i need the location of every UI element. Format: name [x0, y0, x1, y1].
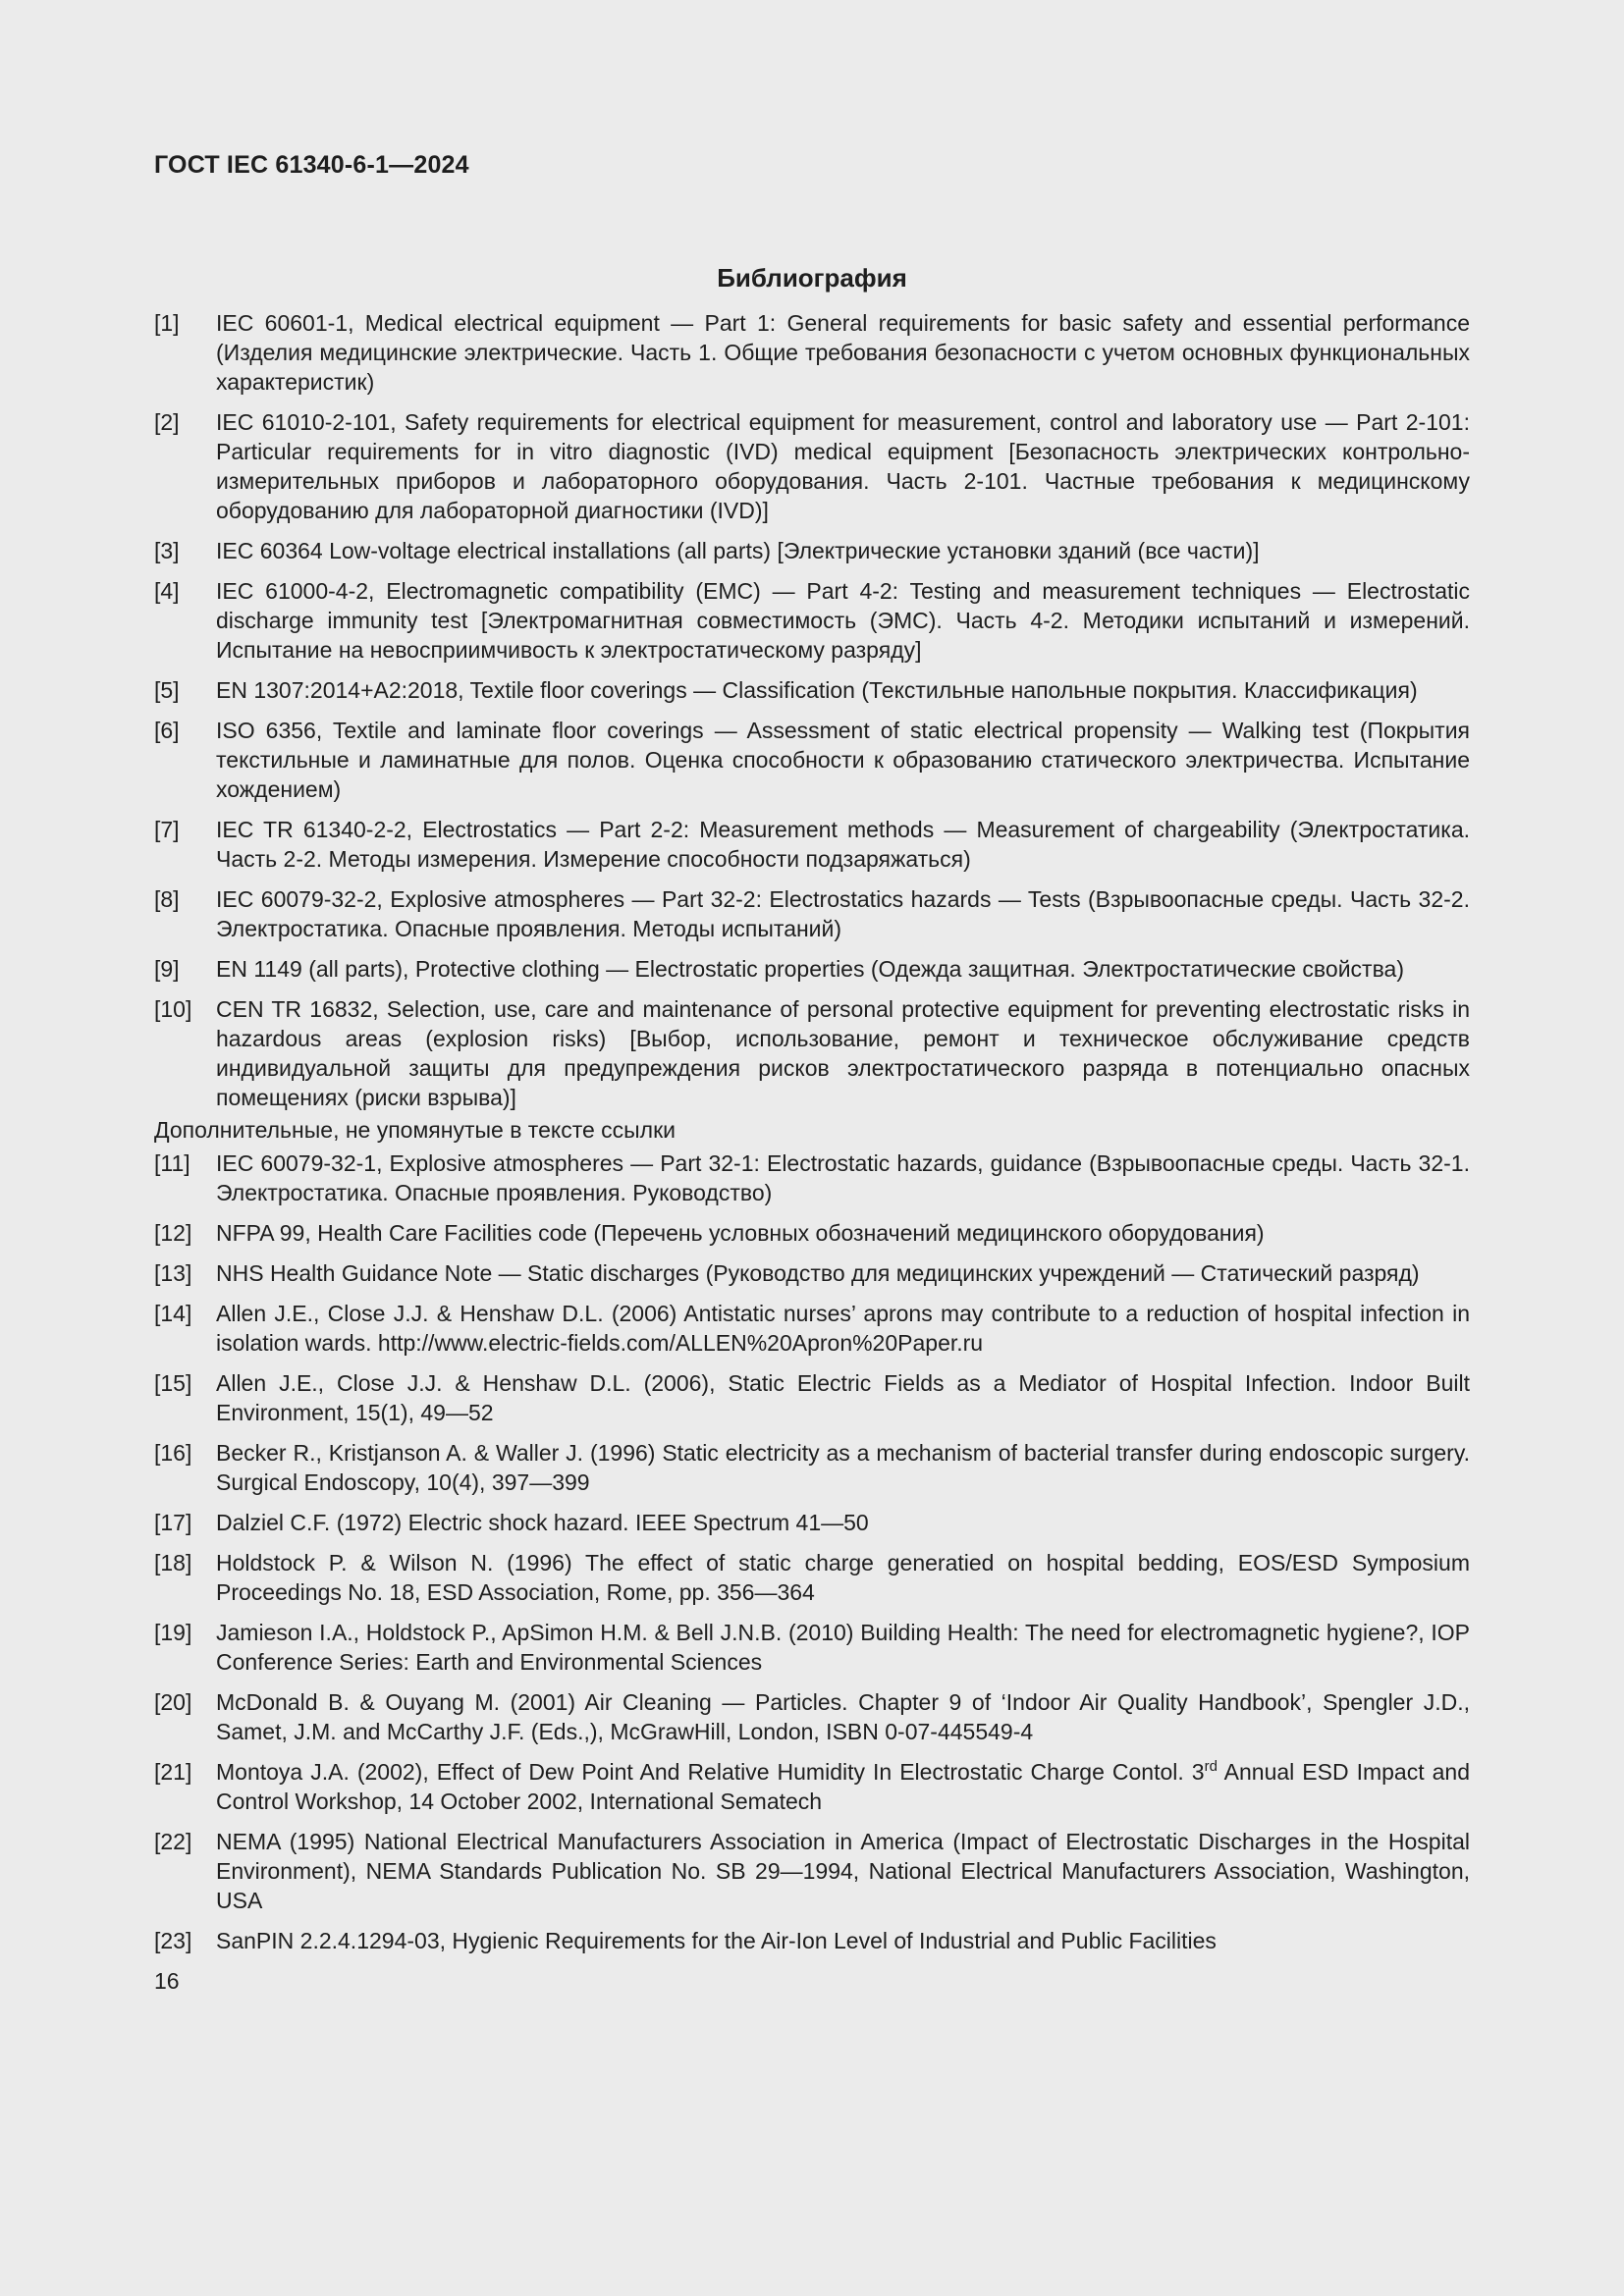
entry-number: [17] — [154, 1510, 192, 1535]
entry-text: IEC 60601-1, Medical electrical equipment — Part 1: General requirements for basic safety and essential performance (Изделия медицинские электрические. Часть 1. Общие требования безопасности с учетом основных функциональных характеристик) — [216, 310, 1470, 395]
entry-text: NHS Health Guidance Note — Static discharges (Руководство для медицинских учреждений — Статический разряд) — [216, 1260, 1420, 1286]
bibliography-entry — [154, 576, 1470, 665]
entry-number: [2] — [154, 409, 180, 435]
entry-number: [22] — [154, 1829, 192, 1854]
section-title: Библиография — [717, 263, 907, 293]
entry-text-part: Annual ESD Impact and Control Workshop, 14 October 2002, International Sematech — [216, 1759, 1470, 1814]
bibliography-entry — [154, 1368, 1470, 1427]
entry-text-part: Montoya J.A. (2002), Effect of Dew Point And Relative Humidity In Electrostatic Charge Contol. 3 — [216, 1759, 1205, 1785]
entry-text: SanPIN 2.2.4.1294-03, Hygienic Requirements for the Air-Ion Level of Industrial and Public Facilities — [216, 1928, 1217, 1953]
additional-references-note: Дополнительные, не упомянутые в тексте ссылки — [154, 1117, 677, 1143]
entry-number: [20] — [154, 1689, 192, 1715]
entry-text: ISO 6356, Textile and laminate floor coverings — Assessment of static electrical propensity — Walking test (Покрытия текстильные и ламинатные для полов. Оценка способности к образованию статического электричества. Испытание хождением) — [216, 718, 1470, 802]
bibliography-entry — [154, 716, 1470, 804]
entry-text: IEC 60364 Low-voltage electrical installations (all parts) [Электрические установки зданий (все части)] — [216, 538, 1260, 563]
bibliography-entry — [154, 815, 1470, 874]
page-number: 16 — [154, 1968, 180, 1994]
entry-text: Allen J.E., Close J.J. & Henshaw D.L. (2006), Static Electric Fields as a Mediator of Hospital Infection. Indoor Built Environment, 15(1), 49—52 — [216, 1370, 1470, 1425]
additional-bibliography-list — [154, 1148, 1470, 1955]
entry-text: IEC 60079-32-1, Explosive atmospheres — Part 32-1: Electrostatic hazards, guidance (Взрывоопасные среды. Часть 32-1. Электростатика. Опасные проявления. Руководство) — [216, 1150, 1470, 1205]
bibliography-entry — [154, 1218, 1470, 1248]
bibliography-entry — [154, 675, 1470, 705]
entry-text — [216, 1757, 1470, 1816]
bibliography-entry — [154, 308, 1470, 397]
entry-number: [8] — [154, 886, 180, 912]
entry-number: [21] — [154, 1759, 192, 1785]
entry-number: [10] — [154, 996, 192, 1022]
entry-text: EN 1149 (all parts), Protective clothing — Electrostatic properties (Одежда защитная. Электростатические свойства) — [216, 956, 1404, 982]
bibliography-list — [154, 308, 1470, 1112]
ordinal-superscript: rd — [1204, 1758, 1218, 1775]
bibliography-entry — [154, 1299, 1470, 1358]
bibliography-entry — [154, 994, 1470, 1112]
entry-number: [3] — [154, 538, 180, 563]
entry-text: IEC TR 61340-2-2, Electrostatics — Part 2-2: Measurement methods — Measurement of chargeability (Электростатика. Часть 2-2. Методы измерения. Измерение способности подзаряжаться) — [216, 817, 1470, 872]
entry-number: [1] — [154, 310, 180, 336]
entry-number: [7] — [154, 817, 180, 842]
entry-number: [18] — [154, 1550, 192, 1575]
bibliography-entry — [154, 536, 1470, 565]
entry-text: IEC 61000-4-2, Electromagnetic compatibility (EMC) — Part 4-2: Testing and measurement techniques — Electrostatic discharge immunity test [Электромагнитная совместимость (ЭМС). Часть 4-2. Методики испытаний и измерений. Испытание на невосприимчивость к электростатическому разряду] — [216, 578, 1470, 663]
bibliography-entry — [154, 1148, 1470, 1207]
entry-number: [11] — [154, 1150, 190, 1176]
entry-number: [5] — [154, 677, 180, 703]
bibliography-entry — [154, 1258, 1470, 1288]
entry-number: [19] — [154, 1620, 192, 1645]
entry-text: NEMA (1995) National Electrical Manufacturers Association in America (Impact of Electrostatic Discharges in the Hospital Environment), NEMA Standards Publication No. SB 29—1994, National Electrical Manufacturers Association, Washington, USA — [216, 1829, 1470, 1913]
bibliography-entry — [154, 407, 1470, 525]
entry-text: IEC 61010-2-101, Safety requirements for electrical equipment for measurement, control and laboratory use — Part 2-101: Particular requirements for in vitro diagnostic (IVD) medical equipment [Безопасность электрических контрольно-измерительных приборов и лабораторного оборудования. Часть 2-101. Частные требования к медицинскому оборудованию для лабораторной диагностики (IVD)] — [216, 409, 1470, 523]
entry-text: EN 1307:2014+A2:2018, Textile floor coverings — Classification (Текстильные напольные покрытия. Классификация) — [216, 677, 1418, 703]
bibliography-entry — [154, 1757, 1470, 1816]
entry-number: [12] — [154, 1220, 192, 1246]
entry-number: [14] — [154, 1301, 192, 1326]
entry-number: [15] — [154, 1370, 192, 1396]
bibliography-entry — [154, 884, 1470, 943]
entry-text: Holdstock P. & Wilson N. (1996) The effect of static charge generatied on hospital bedding, EOS/ESD Symposium Proceedings No. 18, ESD Association, Rome, pp. 356—364 — [216, 1550, 1470, 1605]
entry-text: Dalziel C.F. (1972) Electric shock hazard. IEEE Spectrum 41—50 — [216, 1510, 869, 1535]
entry-text: IEC 60079-32-2, Explosive atmospheres — Part 32-2: Electrostatics hazards — Tests (Взрывоопасные среды. Часть 32-2. Электростатика. Опасные проявления. Методы испытаний) — [216, 886, 1470, 941]
entry-text: Allen J.E., Close J.J. & Henshaw D.L. (2006) Antistatic nurses’ aprons may contribute to a reduction of hospital infection in isolation wards. http://www.electric-fields.com/ALLEN%20Apron%20Paper.ru — [216, 1301, 1470, 1356]
document-page — [154, 145, 1470, 1996]
entry-number: [6] — [154, 718, 180, 743]
entry-text: Becker R., Kristjanson A. & Waller J. (1996) Static electricity as a mechanism of bacterial transfer during endoscopic surgery. Surgical Endoscopy, 10(4), 397—399 — [216, 1440, 1470, 1495]
entry-text: CEN TR 16832, Selection, use, care and maintenance of personal protective equipment for preventing electrostatic risks in hazardous areas (explosion risks) [Выбор, использование, ремонт и техническое обслуживание средств индивидуальной защиты для предупреждения рисков электростатического разряда в потенциально опасных помещениях (риски взрыва)] — [216, 996, 1470, 1110]
bibliography-entry — [154, 1508, 1470, 1537]
bibliography-entry — [154, 1438, 1470, 1497]
entry-text: NFPA 99, Health Care Facilities code (Перечень условных обозначений медицинского оборудования) — [216, 1220, 1265, 1246]
bibliography-entry — [154, 1827, 1470, 1915]
entry-text: McDonald B. & Ouyang M. (2001) Air Cleaning — Particles. Chapter 9 of ‘Indoor Air Quality Handbook’, Spengler J.D., Samet, J.M. and McCarthy J.F. (Eds.,), McGrawHill, London, ISBN 0-07-445549-4 — [216, 1689, 1470, 1744]
entry-number: [23] — [154, 1928, 192, 1953]
entry-number: [13] — [154, 1260, 192, 1286]
bibliography-entry — [154, 1687, 1470, 1746]
bibliography-entry — [154, 954, 1470, 984]
document-code: ГОСТ IEC 61340-6-1—2024 — [154, 151, 469, 179]
bibliography-entry — [154, 1618, 1470, 1677]
entry-number: [16] — [154, 1440, 192, 1466]
entry-text: Jamieson I.A., Holdstock P., ApSimon H.M. & Bell J.N.B. (2010) Building Health: The need for electromagnetic hygiene?, IOP Conference Series: Earth and Environmental Sciences — [216, 1620, 1470, 1675]
bibliography-entry — [154, 1926, 1470, 1955]
entry-number: [9] — [154, 956, 180, 982]
bibliography-entry — [154, 1548, 1470, 1607]
entry-number: [4] — [154, 578, 180, 604]
